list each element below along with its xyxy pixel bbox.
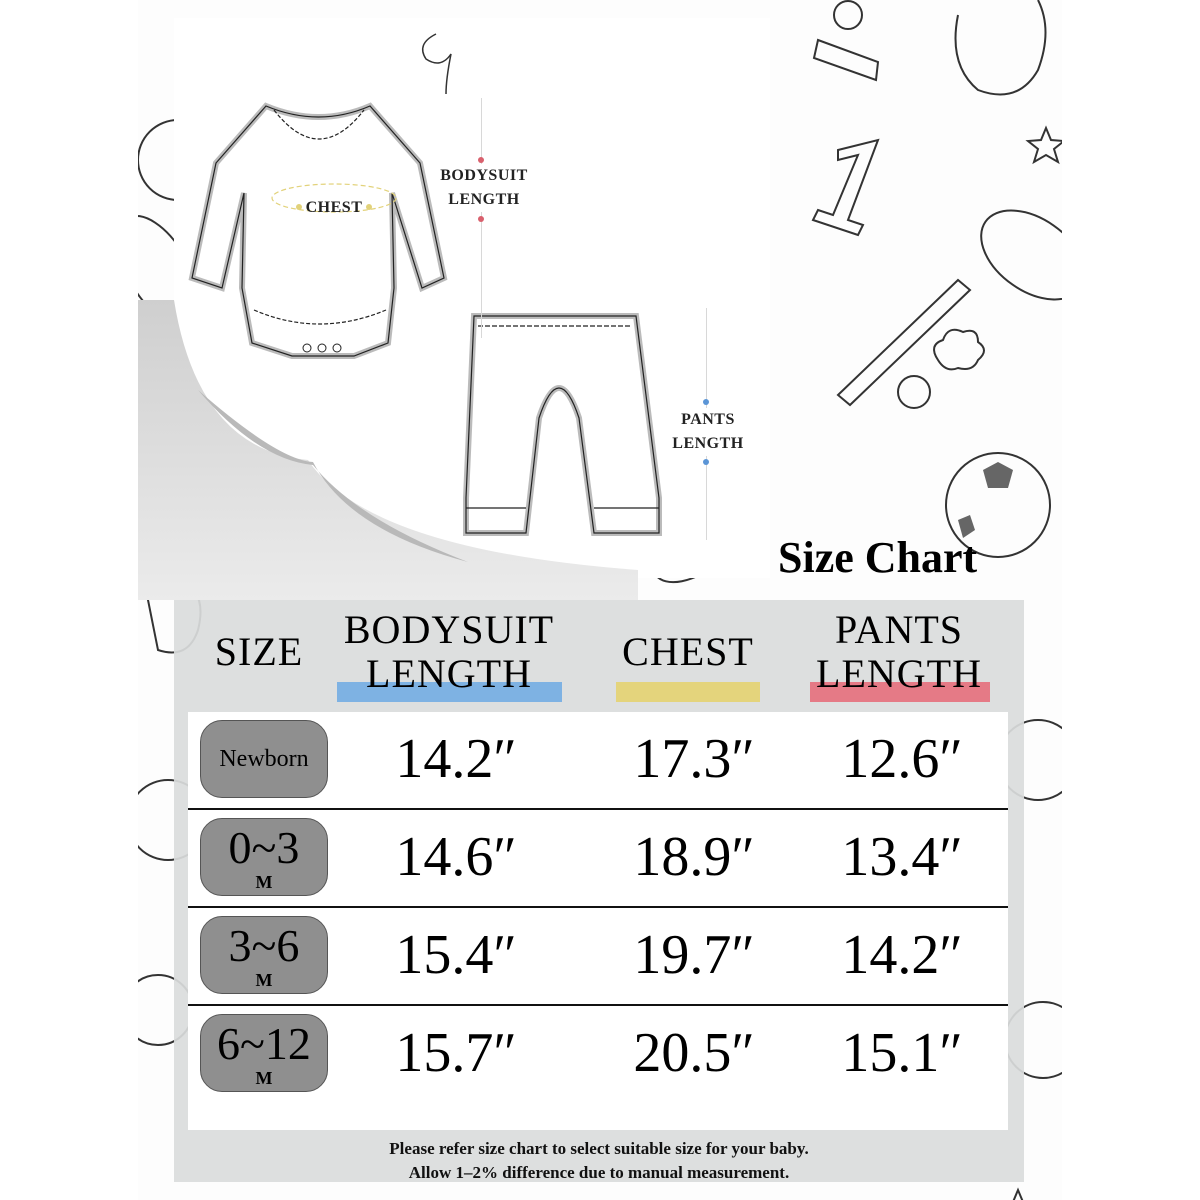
header-bodysuit-length: BODYSUIT LENGTH (334, 608, 564, 720)
size-table (188, 712, 1008, 1130)
size-badge-3-6m: 3~6 M (200, 916, 328, 994)
header-size: SIZE (214, 629, 304, 674)
bodysuit-length-marker-top (478, 157, 484, 163)
size-note-line-2: Allow 1–2% difference due to manual measurement. (408, 1163, 790, 1182)
pants-length-label: PANTS LENGTH (668, 408, 748, 456)
bodysuit-length-value: 15.4″ (395, 924, 517, 986)
page-curl-shadow (138, 300, 638, 600)
pants-length-marker-top (703, 399, 709, 405)
pants-length-value: 12.6″ (841, 728, 963, 790)
pants-length-marker-bottom (703, 459, 709, 465)
size-badge-6-12m: 6~12 M (200, 1014, 328, 1092)
table-row (188, 908, 1008, 1006)
chest-marker-right (366, 204, 372, 210)
header-chest: CHEST (612, 630, 764, 742)
bodysuit-length-value: 15.7″ (395, 1022, 517, 1084)
size-badge-0-3m: 0~3 M (200, 818, 328, 896)
pants-length-value: 13.4″ (841, 826, 963, 888)
chest-color-band (616, 682, 760, 702)
size-chart-title: Size Chart (778, 533, 978, 582)
bodysuit-length-marker-bottom (478, 216, 484, 222)
size-note-line-1: Please refer size chart to select suitable size for your baby. (389, 1139, 809, 1158)
chest-value: 17.3″ (633, 728, 755, 790)
size-badge-newborn: Newborn (200, 720, 328, 798)
chest-label: CHEST (305, 199, 363, 216)
chest-value: 18.9″ (633, 826, 755, 888)
table-row (188, 810, 1008, 908)
bodysuit-length-label: BODYSUIT LENGTH (436, 164, 532, 212)
table-row (188, 712, 1008, 810)
chest-value: 19.7″ (633, 924, 755, 986)
bodysuit-length-value: 14.6″ (395, 826, 517, 888)
size-chart-panel (174, 600, 1024, 1182)
header-pants-length: PANTS LENGTH (804, 608, 994, 720)
chest-value: 20.5″ (633, 1022, 755, 1084)
bodysuit-length-value: 14.2″ (395, 728, 517, 790)
pants-length-value: 15.1″ (841, 1022, 963, 1084)
table-row (188, 1006, 1008, 1104)
pants-length-value: 14.2″ (841, 924, 963, 986)
